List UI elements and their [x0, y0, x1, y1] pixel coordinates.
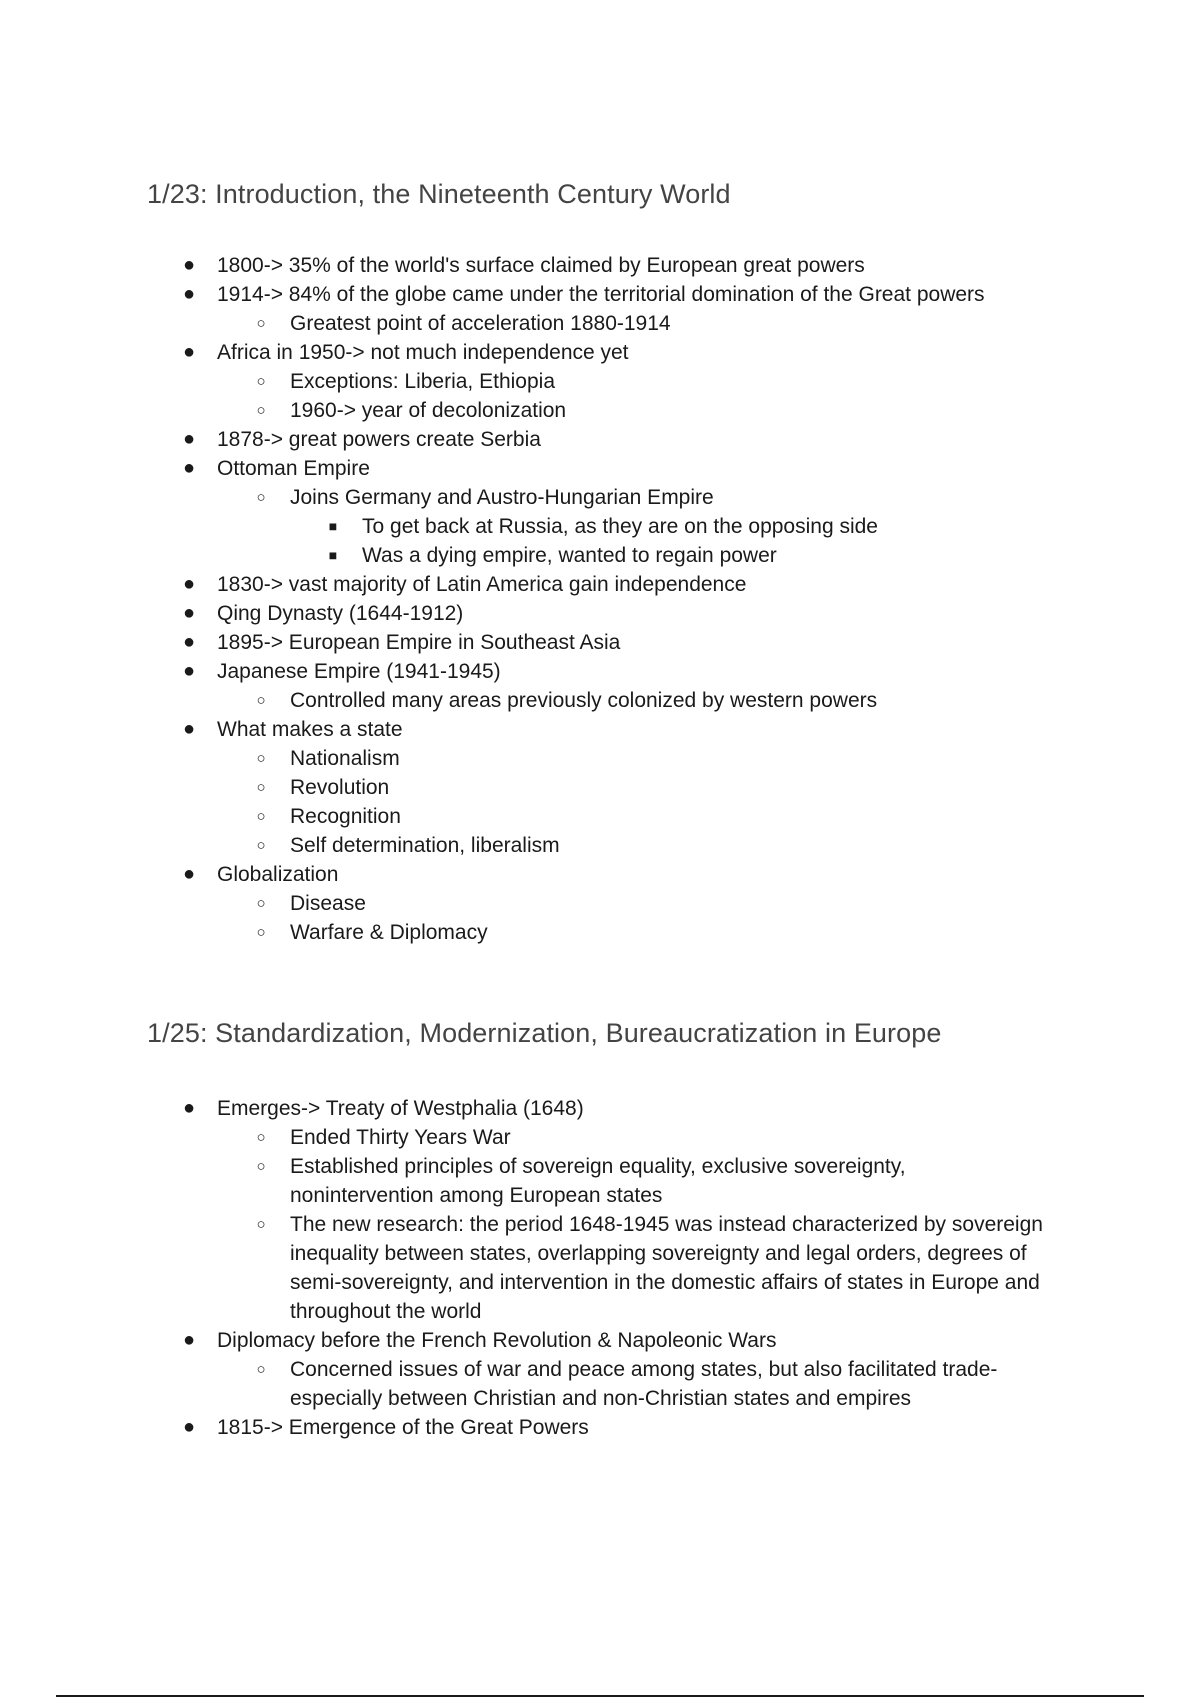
- section-heading: 1/25: Standardization, Modernization, Bureaucratization in Europe: [147, 1018, 942, 1048]
- bullet-circle-icon: ○: [256, 808, 266, 825]
- list-item-text: Africa in 1950-> not much independence yet: [217, 341, 629, 364]
- list-item-text: Globalization: [217, 863, 339, 886]
- list-item: [0, 338, 1200, 367]
- list-item-text: The new research: the period 1648-1945 was instead characterized by sovereign inequality between states, overlapping sovereignty and legal orders, degrees of semi-sovereignty, and intervention in the domestic affairs of states in Europe and throughout the world: [290, 1213, 1043, 1323]
- bullet-disc-icon: ●: [182, 660, 196, 682]
- list-item: [0, 802, 1200, 831]
- bullet-disc-icon: ●: [182, 1416, 196, 1438]
- list-item-text: Emerges-> Treaty of Westphalia (1648): [217, 1097, 584, 1120]
- list-item: [0, 570, 1200, 599]
- list-item-text: Disease: [290, 892, 366, 915]
- bullet-disc-icon: ●: [182, 254, 196, 276]
- bullet-circle-icon: ○: [256, 924, 266, 941]
- bullet-disc-icon: ●: [182, 1329, 196, 1351]
- bullet-disc-icon: ●: [182, 718, 196, 740]
- bullet-disc-icon: ●: [182, 457, 196, 479]
- list-item-text: Established principles of sovereign equality, exclusive sovereignty, nonintervention among European states: [290, 1155, 906, 1207]
- list-item: [0, 1355, 1200, 1413]
- list-item: [0, 280, 1200, 309]
- bullet-circle-icon: ○: [256, 692, 266, 709]
- list-item: [0, 773, 1200, 802]
- list-item: [0, 715, 1200, 744]
- list-item-text: Warfare & Diplomacy: [290, 921, 488, 944]
- list-item: [0, 686, 1200, 715]
- list-item: [0, 425, 1200, 454]
- list-item: [0, 483, 1200, 512]
- list-item-text: Ended Thirty Years War: [290, 1126, 511, 1149]
- bullet-circle-icon: ○: [256, 1361, 266, 1378]
- bullet-circle-icon: ○: [256, 1158, 266, 1175]
- list-item-text: 1800-> 35% of the world's surface claimed by European great powers: [217, 254, 865, 277]
- bullet-circle-icon: ○: [256, 1129, 266, 1146]
- list-item-text: Japanese Empire (1941-1945): [217, 660, 501, 683]
- list-item-text: Revolution: [290, 776, 390, 799]
- list-item-text: Qing Dynasty (1644-1912): [217, 602, 464, 625]
- list-item-text: 1960-> year of decolonization: [290, 399, 567, 422]
- list-item-text: Greatest point of acceleration 1880-1914: [290, 312, 671, 335]
- list-item-text: Ottoman Empire: [217, 457, 370, 480]
- bullet-circle-icon: ○: [256, 489, 266, 506]
- list-item: [0, 628, 1200, 657]
- list-item-text: Self determination, liberalism: [290, 834, 560, 857]
- list-item: [0, 1210, 1200, 1326]
- list-item-text: 1815-> Emergence of the Great Powers: [217, 1416, 589, 1439]
- list-item: [0, 599, 1200, 628]
- list-item: [0, 860, 1200, 889]
- list-item: [0, 251, 1200, 280]
- list-item-text: Exceptions: Liberia, Ethiopia: [290, 370, 555, 393]
- bullet-disc-icon: ●: [182, 1097, 196, 1119]
- bullet-circle-icon: ○: [256, 1216, 266, 1233]
- list-item-text: Controlled many areas previously colonized by western powers: [290, 689, 878, 712]
- list-item: [0, 1123, 1200, 1152]
- list-item: [0, 1413, 1200, 1442]
- list-item: [0, 396, 1200, 425]
- list-item: [0, 454, 1200, 483]
- bullet-disc-icon: ●: [182, 631, 196, 653]
- list-item: [0, 1152, 1200, 1210]
- list-item: [0, 1094, 1200, 1123]
- bullet-disc-icon: ●: [182, 863, 196, 885]
- list-item-text: To get back at Russia, as they are on the opposing side: [362, 515, 878, 538]
- list-item: [0, 1326, 1200, 1355]
- list-item-text: Recognition: [290, 805, 401, 828]
- bullet-square-icon: ■: [328, 547, 338, 563]
- bullet-circle-icon: ○: [256, 315, 266, 332]
- list-item-text: Concerned issues of war and peace among states, but also facilitated trade- especially between Christian and non-Christian states and empires: [290, 1358, 998, 1410]
- bullet-circle-icon: ○: [256, 373, 266, 390]
- section-heading: 1/23: Introduction, the Nineteenth Century World: [147, 179, 731, 209]
- footer-divider: [56, 1695, 1144, 1697]
- list-item: [0, 918, 1200, 947]
- list-item-text: 1830-> vast majority of Latin America gain independence: [217, 573, 747, 596]
- list-item: [0, 367, 1200, 396]
- bullet-disc-icon: ●: [182, 341, 196, 363]
- list-item-text: 1914-> 84% of the globe came under the territorial domination of the Great powers: [217, 283, 985, 306]
- bullet-disc-icon: ●: [182, 602, 196, 624]
- bullet-disc-icon: ●: [182, 283, 196, 305]
- list-item-text: 1895-> European Empire in Southeast Asia: [217, 631, 621, 654]
- bullet-disc-icon: ●: [182, 428, 196, 450]
- list-item: [0, 512, 1200, 541]
- list-item: [0, 541, 1200, 570]
- bullet-circle-icon: ○: [256, 895, 266, 912]
- bullet-circle-icon: ○: [256, 779, 266, 796]
- bullet-list: [0, 1094, 1200, 1442]
- list-item-text: Joins Germany and Austro-Hungarian Empire: [290, 486, 714, 509]
- list-item: [0, 831, 1200, 860]
- list-item: [0, 309, 1200, 338]
- list-item: [0, 889, 1200, 918]
- bullet-circle-icon: ○: [256, 837, 266, 854]
- list-item-text: What makes a state: [217, 718, 403, 741]
- bullet-disc-icon: ●: [182, 573, 196, 595]
- list-item-text: 1878-> great powers create Serbia: [217, 428, 541, 451]
- list-item-text: Was a dying empire, wanted to regain power: [362, 544, 777, 567]
- list-item: [0, 657, 1200, 686]
- list-item-text: Diplomacy before the French Revolution & Napoleonic Wars: [217, 1329, 777, 1352]
- bullet-circle-icon: ○: [256, 402, 266, 419]
- list-item: [0, 744, 1200, 773]
- bullet-circle-icon: ○: [256, 750, 266, 767]
- list-item-text: Nationalism: [290, 747, 400, 770]
- bullet-list: [0, 251, 1200, 947]
- bullet-square-icon: ■: [328, 518, 338, 534]
